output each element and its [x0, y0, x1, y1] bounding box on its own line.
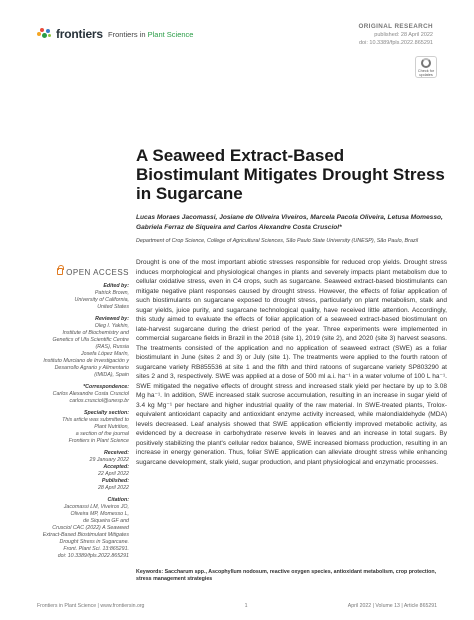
editor-line: United States	[97, 304, 129, 310]
brand-name: frontiers	[56, 27, 103, 41]
editor-line: Patrick Brown,	[94, 290, 129, 296]
keywords-label: Keywords:	[136, 569, 164, 575]
article-doi[interactable]: doi: 10.3389/fpls.2022.865291	[358, 40, 433, 47]
abstract	[136, 258, 447, 467]
published-date: published: 28 April 2022	[374, 32, 433, 39]
keywords-list: Saccharum spp., Ascophyllum nodosum, reactive oxygen species, antioxidant metabolism, crop protection, stress management strategies	[136, 569, 437, 583]
edited-by-section	[37, 283, 129, 311]
specialty-line: a section of the journal	[75, 431, 129, 437]
reviewer-line: Instituto Murciano de Investigación y	[43, 358, 129, 364]
reviewer-line: Josefa López Marín,	[81, 351, 129, 357]
article-title: A Seaweed Extract-Based Biostimulant Mitigates Drought Stress in Sugarcane	[136, 146, 445, 203]
reviewer-line: Institute of Biochemistry and	[62, 330, 129, 336]
citation-line: de Siqueira GF and	[83, 518, 129, 524]
citation-label: Citation:	[107, 497, 129, 503]
received-label: Received:	[103, 450, 129, 456]
published-label: Published:	[101, 478, 129, 484]
published-date-sidebar: 28 April 2022	[97, 485, 129, 491]
accepted-date: 22 April 2022	[97, 471, 129, 477]
page-number: 1	[244, 603, 248, 609]
journal-prefix: Frontiers in	[108, 30, 148, 39]
citation-line: Front. Plant Sci. 13:865291.	[63, 546, 129, 552]
check-for-updates-button[interactable]	[415, 56, 437, 78]
reviewer-line: (IMIDA), Spain	[94, 372, 129, 378]
open-access-label: OPEN ACCESS	[66, 268, 129, 277]
correspondence-email[interactable]: carlos.crusciol@unesp.br	[69, 398, 129, 404]
footer-journal[interactable]: Frontiers in Plant Science | www.frontiersin.org	[37, 603, 145, 609]
open-access-badge	[37, 268, 129, 277]
specialty-line: This article was submitted to	[62, 417, 129, 423]
open-lock-icon	[57, 268, 63, 275]
citation-line: Jacomassi LM, Viveiros JO,	[63, 504, 129, 510]
editor-line: University of California,	[74, 297, 129, 303]
author-list: Lucas Moraes Jacomassi, Josiane de Oliveira Viveiros, Marcela Pacola Oliveira, Letusa Momesso, Gabriela Ferraz de Siqueira and Carlos Alexandre Costa Crusciol*	[136, 214, 443, 231]
reviewed-by-label: Reviewed by:	[95, 316, 129, 322]
specialty-line: Plant Nutrition,	[94, 424, 129, 430]
reviewer-line: Oleg I. Yakhin,	[94, 323, 129, 329]
update-icon	[421, 58, 431, 68]
journal-section: Plant Science	[147, 30, 194, 39]
affiliation: Department of Crop Science, College of Agricultural Sciences, São Paulo State University (UNESP), São Paulo, Brazil	[136, 238, 419, 244]
citation-line: Drought Stress in Sugarcane.	[59, 539, 129, 545]
check-for-updates-label: Check for updates	[417, 68, 435, 77]
reviewer-line: (RAS), Russia	[95, 344, 129, 350]
reviewer-line: Desarrollo Agrario y Alimentario	[54, 365, 129, 371]
article-type: ORIGINAL RESEARCH	[358, 23, 433, 30]
journal-name[interactable]	[108, 30, 193, 39]
citation-section	[37, 497, 129, 560]
footer-volume: April 2022 | Volume 13 | Article 865291	[347, 603, 437, 609]
citation-line: Oliveira MP, Momesso L,	[70, 511, 129, 517]
citation-line: Crusciol CAC (2022) A Seaweed	[52, 525, 129, 531]
reviewed-by-section	[37, 316, 129, 379]
frontiers-logo-icon	[37, 28, 53, 40]
edited-by-label: Edited by:	[103, 283, 129, 289]
article-meta	[358, 23, 433, 48]
specialty-line: Frontiers in Plant Science	[68, 438, 129, 444]
page-footer	[37, 603, 437, 609]
citation-line[interactable]: doi: 10.3389/fpls.2022.865291	[57, 553, 129, 559]
abstract-text: Drought is one of the most important abiotic stresses responsible for reduced crop yields. Drought stress induces morphological and physiological changes in plants and severely impacts plant metabolism due to cellular oxidative stress, even in C4 crops, such as sugarcane. Seaweed extract-based biostimulants can mitigate negative plant responses caused by drought stress. However, the effects of foliar application of such biostimulants on sugarcane exposed to drought stress, particularly on plant metabolism, stalk and sugar yields, juice purity, and sugarcane technological quality, have received little attention. Accordingly, this study aimed to evaluate the effects of foliar application of a seaweed extract-based biostimulant on late-harvest sugarcane during the driest period of the year. Three experiments were implemented in commercial sugarcane fields in Brazil in the 2018 (site 1), 2019 (site 2), and 2020 (site 3) harvest seasons. The treatments consisted of the application and no application of seaweed extract (SWE) as a foliar biostimulant in June (sites 2 and 3) or July (site 1). The treatments were applied to the fourth ratoon of sugarcane variety RB855536 at site 1 and the fifth and third ratoons of sugarcane variety SP803290 at sites 2 and 3, respectively. SWE was applied at a dose of 500 ml a.i. ha⁻¹ in a water volume of 100 L ha⁻¹. SWE mitigated the negative effects of drought stress and increased stalk yield per hectare by up to 3.08 Mg ha⁻¹. In addition, SWE increased stalk sucrose accumulation, resulting in an increase in sugar yield of 3.4 kg Mg⁻¹ per hectare and higher industrial quality of the raw material. In SWE-treated plants, Trolox-equivalent antioxidant capacity and antioxidant enzyme activity increased, while malondialdehyde (MDA) levels decreased. Leaf analysis showed that SWE application efficiently improved metabolic activity, as evidenced by a decrease in carbohydrate reserve levels in leaves and an increase in total sugars. By positively stabilizing the plant's cellular redox balance, SWE increased biomass production, resulting in an increase in energy generation. Thus, foliar SWE application can alleviate drought stress while enhancing sugarcane development, stalk yield, sugar production, and plant physiological and enzymatic processes.	[136, 259, 447, 466]
article-info-sidebar	[37, 268, 129, 565]
correspondence-label: *Correspondence:	[83, 384, 129, 390]
correspondence-section	[37, 384, 129, 405]
frontiers-logo[interactable]	[37, 27, 103, 41]
reviewer-line: Genetics of Ufa Scientific Centre	[52, 337, 129, 343]
correspondence-name: Carlos Alexandre Costa Crusciol	[52, 391, 129, 397]
specialty-label: Specialty section:	[83, 410, 129, 416]
specialty-section	[37, 410, 129, 445]
received-date: 29 January 2022	[89, 457, 129, 463]
dates-section	[37, 450, 129, 492]
accepted-label: Accepted:	[103, 464, 129, 470]
citation-line: Extract-Based Biostimulant Mitigates	[42, 532, 129, 538]
keywords	[136, 569, 447, 583]
